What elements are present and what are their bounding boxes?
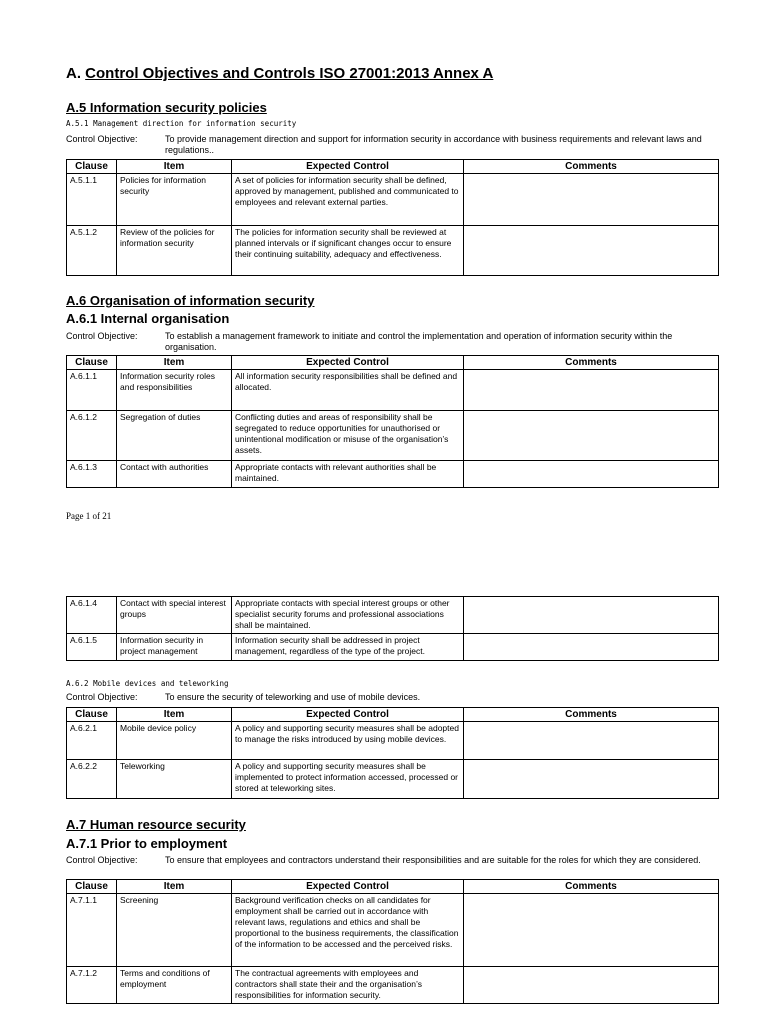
a7-control-table xyxy=(66,879,719,1004)
table-row xyxy=(67,461,719,488)
table-row xyxy=(67,597,719,634)
control-cell: All information security responsibilities shall be defined and allocated. xyxy=(232,370,464,411)
col-expected-control: Expected Control xyxy=(232,356,464,370)
col-comments: Comments xyxy=(464,880,719,894)
control-cell: Background verification checks on all candidates for employment shall be carried out in accordance with relevant laws, regulations and ethics and shall be proportional to the business requirements, the classification of the information to be accessed and the perceived risks. xyxy=(232,894,464,967)
table-row xyxy=(67,411,719,461)
table-row xyxy=(67,174,719,226)
page-number: Page 1 of 21 xyxy=(66,511,112,521)
comments-cell[interactable] xyxy=(464,760,719,799)
col-item: Item xyxy=(117,880,232,894)
a5-control-table xyxy=(66,159,719,276)
objective-text: To ensure that employees and contractors understand their responsibilities and are suitable for the roles for which they are considered. xyxy=(165,855,701,865)
objective-label: Control Objective: xyxy=(66,692,138,702)
col-item: Item xyxy=(117,356,232,370)
col-comments: Comments xyxy=(464,160,719,174)
item-cell: Teleworking xyxy=(117,760,232,799)
a5-heading: A.5 Information security policies xyxy=(66,100,267,115)
comments-cell[interactable] xyxy=(464,411,719,461)
clause-cell: A.5.1.1 xyxy=(67,174,117,226)
clause-cell: A.6.1.3 xyxy=(67,461,117,488)
table-row xyxy=(67,226,719,276)
clause-cell: A.6.1.5 xyxy=(67,634,117,661)
table-header-row xyxy=(67,708,719,722)
clause-cell: A.7.1.1 xyxy=(67,894,117,967)
a6-cont-control-table xyxy=(66,596,719,661)
table-row xyxy=(67,370,719,411)
a6-subheading: A.6.1 Internal organisation xyxy=(66,311,230,326)
clause-cell: A.6.1.4 xyxy=(67,597,117,634)
title-text: Control Objectives and Controls ISO 27001:2013 Annex A xyxy=(85,65,494,82)
table-row xyxy=(67,722,719,760)
table-row xyxy=(67,894,719,967)
objective-text: To establish a management framework to initiate and control the implementation and operation of information security within the organisation. xyxy=(165,331,673,352)
comments-cell[interactable] xyxy=(464,370,719,411)
a6-control-table xyxy=(66,355,719,488)
objective-label: Control Objective: xyxy=(66,134,138,144)
comments-cell[interactable] xyxy=(464,894,719,967)
comments-cell[interactable] xyxy=(464,226,719,276)
objective-label: Control Objective: xyxy=(66,855,138,865)
col-clause: Clause xyxy=(67,708,117,722)
col-clause: Clause xyxy=(67,880,117,894)
control-cell: A set of policies for information security shall be defined, approved by management, published and communicated to employees and relevant external parties. xyxy=(232,174,464,226)
item-cell: Information security in project management xyxy=(117,634,232,661)
clause-cell: A.6.2.2 xyxy=(67,760,117,799)
item-cell: Terms and conditions of employment xyxy=(117,967,232,1004)
a5-subheading: A.5.1 Management direction for information security xyxy=(66,119,297,128)
a7-objective xyxy=(66,855,706,866)
a62-control-table xyxy=(66,707,719,799)
title-prefix: A. xyxy=(66,65,81,82)
control-cell: The policies for information security shall be reviewed at planned intervals or if significant changes occur to ensure their continuing suitability, adequacy and effectiveness. xyxy=(232,226,464,276)
control-cell: The contractual agreements with employees and contractors shall state their and the organisation’s responsibilities for information security. xyxy=(232,967,464,1004)
clause-cell: A.6.1.2 xyxy=(67,411,117,461)
col-comments: Comments xyxy=(464,708,719,722)
col-clause: Clause xyxy=(67,356,117,370)
clause-cell: A.7.1.2 xyxy=(67,967,117,1004)
control-cell: A policy and supporting security measures shall be adopted to manage the risks introduced by using mobile devices. xyxy=(232,722,464,760)
objective-label: Control Objective: xyxy=(66,331,138,341)
item-cell: Segregation of duties xyxy=(117,411,232,461)
objective-text: To ensure the security of teleworking and use of mobile devices. xyxy=(165,692,421,702)
col-comments: Comments xyxy=(464,356,719,370)
col-expected-control: Expected Control xyxy=(232,708,464,722)
comments-cell[interactable] xyxy=(464,597,719,634)
table-row xyxy=(67,760,719,799)
item-cell: Contact with authorities xyxy=(117,461,232,488)
col-clause: Clause xyxy=(67,160,117,174)
clause-cell: A.6.1.1 xyxy=(67,370,117,411)
a6-heading: A.6 Organisation of information security xyxy=(66,293,315,308)
comments-cell[interactable] xyxy=(464,722,719,760)
table-header-row xyxy=(67,356,719,370)
comments-cell[interactable] xyxy=(464,634,719,661)
a5-objective xyxy=(66,134,706,156)
clause-cell: A.6.2.1 xyxy=(67,722,117,760)
control-cell: Appropriate contacts with relevant authorities shall be maintained. xyxy=(232,461,464,488)
table-header-row xyxy=(67,160,719,174)
col-expected-control: Expected Control xyxy=(232,160,464,174)
control-cell: Conflicting duties and areas of responsibility shall be segregated to reduce opportunities for unauthorised or unintentional modification or misuse of the organisation’s assets. xyxy=(232,411,464,461)
comments-cell[interactable] xyxy=(464,461,719,488)
col-item: Item xyxy=(117,708,232,722)
a62-objective xyxy=(66,692,706,703)
item-cell: Mobile device policy xyxy=(117,722,232,760)
item-cell: Contact with special interest groups xyxy=(117,597,232,634)
a62-subheading: A.6.2 Mobile devices and teleworking xyxy=(66,679,229,688)
comments-cell[interactable] xyxy=(464,174,719,226)
objective-text: To provide management direction and support for information security in accordance with business requirements and relevant laws and regulations.. xyxy=(165,134,702,155)
col-item: Item xyxy=(117,160,232,174)
item-cell: Review of the policies for information security xyxy=(117,226,232,276)
clause-cell: A.5.1.2 xyxy=(67,226,117,276)
col-expected-control: Expected Control xyxy=(232,880,464,894)
control-cell: Appropriate contacts with special interest groups or other specialist security forums and professional associations shall be maintained. xyxy=(232,597,464,634)
table-header-row xyxy=(67,880,719,894)
a7-heading: A.7 Human resource security xyxy=(66,817,246,832)
control-cell: A policy and supporting security measures shall be implemented to protect information accessed, processed or stored at teleworking sites. xyxy=(232,760,464,799)
item-cell: Policies for information security xyxy=(117,174,232,226)
a7-subheading: A.7.1 Prior to employment xyxy=(66,836,228,851)
a6-objective xyxy=(66,331,706,353)
table-row xyxy=(67,967,719,1004)
item-cell: Information security roles and responsibilities xyxy=(117,370,232,411)
control-cell: Information security shall be addressed in project management, regardless of the type of the project. xyxy=(232,634,464,661)
item-cell: Screening xyxy=(117,894,232,967)
comments-cell[interactable] xyxy=(464,967,719,1004)
document-title xyxy=(66,65,493,82)
table-row xyxy=(67,634,719,661)
